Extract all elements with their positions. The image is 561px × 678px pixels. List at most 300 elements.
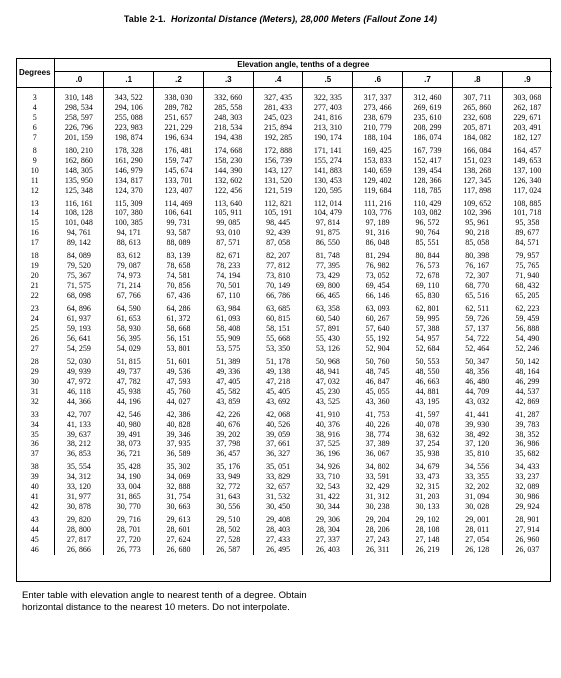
- degree-cell: 6: [16, 123, 54, 133]
- distance-cell: 285, 558: [203, 103, 253, 113]
- distance-cell: 46, 118: [54, 387, 104, 397]
- distance-cell: 43, 859: [203, 397, 253, 407]
- distance-cell: 38, 352: [515, 429, 540, 439]
- distance-cell: 58, 408: [203, 324, 253, 334]
- degree-cell: 9: [16, 156, 54, 166]
- distance-cell: 74, 973: [104, 271, 154, 281]
- distance-cell: 44, 881: [403, 387, 453, 397]
- distance-cell: 67, 766: [104, 291, 154, 301]
- distance-cell: 31, 312: [353, 492, 403, 502]
- table-row: [16, 166, 552, 176]
- distance-cell: 307, 711: [452, 93, 502, 103]
- degree-cell: 19: [16, 261, 54, 271]
- distance-cell: 27, 528: [203, 535, 253, 545]
- distance-cell: 26, 495: [253, 545, 303, 555]
- distance-cell: 108, 128: [54, 208, 104, 218]
- distance-cell: 155, 274: [303, 156, 353, 166]
- distance-cell: 109, 652: [452, 196, 502, 209]
- distance-cell: 122, 456: [203, 186, 253, 196]
- distance-cell: 69, 454: [353, 281, 403, 291]
- degree-cell: 10: [16, 166, 54, 176]
- table-row: [16, 430, 552, 440]
- distance-cell: 226, 796: [54, 123, 104, 133]
- distance-cell: 58, 668: [154, 324, 204, 334]
- degree-cell: 42: [16, 502, 54, 512]
- distance-cell: 255, 088: [104, 113, 154, 123]
- distance-cell: 42, 869: [515, 396, 540, 406]
- degree-cell: 28: [16, 354, 54, 367]
- distance-cell: 85, 551: [403, 238, 453, 248]
- distance-cell: 120, 595: [303, 186, 353, 196]
- distance-cell: 137, 100: [513, 165, 542, 175]
- distance-cell: 34, 190: [104, 472, 154, 482]
- distance-cell: 27, 914: [515, 525, 540, 535]
- distance-cell: 26, 311: [353, 545, 403, 555]
- distance-cell: 66, 146: [353, 291, 403, 301]
- distance-cell: 46, 663: [403, 377, 453, 387]
- distance-cell: 29, 510: [203, 512, 253, 525]
- distance-cell: 30, 986: [515, 492, 540, 502]
- distance-cell: 30, 556: [203, 502, 253, 512]
- distance-cell: 55, 192: [353, 334, 403, 344]
- degree-cell: 12: [16, 186, 54, 196]
- table-row: [16, 324, 552, 334]
- distance-cell: 29, 716: [104, 512, 154, 525]
- distance-cell: 94, 761: [54, 228, 104, 238]
- distance-cell: 167, 739: [403, 143, 453, 156]
- distance-cell: 29, 306: [303, 512, 353, 525]
- degree-cell: 35: [16, 430, 54, 440]
- table-row: [16, 407, 552, 420]
- distance-cell: 62, 223: [515, 304, 540, 314]
- distance-cell: 241, 816: [303, 113, 353, 123]
- distance-cell: 45, 582: [203, 387, 253, 397]
- distance-cell: 46, 847: [353, 377, 403, 387]
- degrees-header: Degrees: [16, 58, 54, 88]
- distance-cell: 70, 856: [154, 281, 204, 291]
- table-row: [16, 218, 552, 228]
- instruction-note: Enter table with elevation angle to nearest tenth of a degree. Obtain horizontal distance to the nearest 10 meters. Do not interpolate.: [22, 590, 307, 613]
- distance-cell: 86, 048: [353, 238, 403, 248]
- distance-cell: 73, 052: [353, 271, 403, 281]
- distance-cell: 74, 581: [154, 271, 204, 281]
- degree-cell: 18: [16, 248, 54, 261]
- distance-cell: 205, 871: [452, 123, 502, 133]
- distance-cell: 198, 874: [104, 133, 154, 143]
- distance-cell: 36, 721: [104, 449, 154, 459]
- distance-cell: 68, 098: [54, 291, 104, 301]
- distance-cell: 72, 678: [403, 271, 453, 281]
- distance-cell: 29, 001: [452, 512, 502, 525]
- distance-cell: 27, 337: [303, 535, 353, 545]
- distance-cell: 44, 366: [54, 397, 104, 407]
- distance-cell: 104, 479: [303, 208, 353, 218]
- distance-cell: 50, 968: [303, 354, 353, 367]
- distance-cell: 70, 501: [203, 281, 253, 291]
- distance-cell: 52, 684: [403, 344, 453, 354]
- table-row: [16, 176, 552, 186]
- distance-cell: 95, 961: [452, 218, 502, 228]
- distance-cell: 77, 395: [303, 261, 353, 271]
- degree-cell: 20: [16, 271, 54, 281]
- distance-cell: 31, 094: [452, 492, 502, 502]
- degree-cell: 34: [16, 420, 54, 430]
- distance-cell: 45, 055: [353, 387, 403, 397]
- distance-cell: 158, 230: [203, 156, 253, 166]
- degree-cell: 32: [16, 397, 54, 407]
- distance-cell: 322, 335: [303, 93, 353, 103]
- table-row: [16, 367, 552, 377]
- distance-cell: 37, 525: [303, 439, 353, 449]
- distance-cell: 61, 937: [54, 314, 104, 324]
- distance-cell: 28, 206: [353, 525, 403, 535]
- distance-cell: 58, 151: [253, 324, 303, 334]
- distance-cell: 130, 453: [303, 176, 353, 186]
- distance-cell: 33, 591: [353, 472, 403, 482]
- distance-cell: 71, 214: [104, 281, 154, 291]
- distance-cell: 48, 356: [452, 367, 502, 377]
- distance-cell: 106, 641: [154, 208, 204, 218]
- distance-cell: 67, 436: [154, 291, 204, 301]
- distance-cell: 30, 238: [353, 502, 403, 512]
- distance-cell: 55, 668: [253, 334, 303, 344]
- distance-cell: 32, 543: [303, 482, 353, 492]
- tenth-header: .3: [203, 72, 253, 88]
- distance-cell: 32, 202: [452, 482, 502, 492]
- distance-cell: 33, 237: [515, 472, 540, 482]
- distance-cell: 59, 995: [403, 314, 453, 324]
- distance-cell: 26, 960: [515, 535, 540, 545]
- distance-cell: 188, 104: [353, 133, 403, 143]
- distance-cell: 57, 137: [452, 324, 502, 334]
- distance-cell: 27, 054: [452, 535, 502, 545]
- distance-cell: 289, 782: [154, 103, 204, 113]
- degree-cell: 46: [16, 545, 54, 555]
- distance-cell: 139, 454: [403, 166, 453, 176]
- distance-cell: 133, 701: [154, 176, 204, 186]
- distance-cell: 79, 087: [104, 261, 154, 271]
- distance-cell: 215, 894: [253, 123, 303, 133]
- distance-cell: 29, 820: [54, 512, 104, 525]
- degree-cell: 33: [16, 407, 54, 420]
- tenth-header: .5: [303, 72, 353, 88]
- distance-cell: 35, 938: [403, 449, 453, 459]
- distance-cell: 28, 403: [253, 525, 303, 535]
- table-row: [16, 271, 552, 281]
- distance-cell: 186, 074: [403, 133, 453, 143]
- distance-cell: 190, 174: [303, 133, 353, 143]
- distance-cell: 338, 030: [154, 93, 204, 103]
- distance-cell: 105, 191: [253, 208, 303, 218]
- distance-cell: 41, 287: [515, 409, 540, 419]
- distance-cell: 31, 865: [104, 492, 154, 502]
- distance-cell: 196, 634: [154, 133, 204, 143]
- distance-cell: 39, 930: [452, 420, 502, 430]
- table-row: [16, 377, 552, 387]
- degree-cell: 36: [16, 439, 54, 449]
- table-row: [16, 449, 552, 459]
- distance-cell: 213, 310: [303, 123, 353, 133]
- degree-cell: 5: [16, 113, 54, 123]
- distance-cell: 57, 388: [403, 324, 453, 334]
- distance-cell: 59, 459: [515, 314, 540, 324]
- distance-cell: 56, 641: [54, 334, 104, 344]
- distance-cell: 30, 770: [104, 502, 154, 512]
- distance-cell: 26, 128: [452, 545, 502, 555]
- distance-cell: 48, 941: [303, 367, 353, 377]
- distance-cell: 162, 860: [54, 156, 104, 166]
- degree-cell: 30: [16, 377, 54, 387]
- distance-cell: 66, 786: [253, 291, 303, 301]
- distance-cell: 47, 032: [303, 377, 353, 387]
- tenth-header: .0: [54, 72, 104, 88]
- distance-cell: 210, 779: [353, 123, 403, 133]
- distance-cell: 54, 490: [515, 333, 540, 343]
- distance-cell: 63, 984: [203, 301, 253, 314]
- distance-cell: 35, 051: [253, 459, 303, 472]
- distance-cell: 144, 390: [203, 166, 253, 176]
- distance-cell: 67, 110: [203, 291, 253, 301]
- table-row: [16, 482, 552, 492]
- distance-cell: 93, 587: [154, 228, 204, 238]
- table-row: [16, 334, 552, 344]
- distance-cell: 50, 347: [452, 354, 502, 367]
- distance-cell: 59, 193: [54, 324, 104, 334]
- distance-cell: 39, 202: [203, 430, 253, 440]
- distance-cell: 61, 653: [104, 314, 154, 324]
- distance-cell: 71, 940: [515, 271, 540, 281]
- tenth-header: .6: [353, 72, 403, 88]
- degree-cell: 17: [16, 238, 54, 248]
- distance-cell: 64, 286: [154, 301, 204, 314]
- distance-cell: 53, 575: [203, 344, 253, 354]
- distance-cell: 114, 469: [154, 196, 204, 209]
- distance-cell: 27, 624: [154, 535, 204, 545]
- distance-cell: 43, 195: [403, 397, 453, 407]
- distance-cell: 303, 068: [513, 93, 542, 102]
- degree-cell: 45: [16, 535, 54, 545]
- distance-cell: 149, 653: [513, 155, 542, 165]
- distance-cell: 84, 571: [515, 238, 540, 248]
- degree-cell: 16: [16, 228, 54, 238]
- table-title-label: Table 2-1.: [123, 14, 166, 24]
- distance-cell: 232, 608: [452, 113, 502, 123]
- distance-cell: 118, 785: [403, 186, 453, 196]
- distance-cell: 69, 110: [403, 281, 453, 291]
- elevation-header: Elevation angle, tenths of a degree: [54, 58, 552, 72]
- distance-cell: 248, 303: [203, 113, 253, 123]
- distance-cell: 28, 011: [452, 525, 502, 535]
- distance-cell: 35, 176: [203, 459, 253, 472]
- distance-cell: 36, 067: [353, 449, 403, 459]
- distance-cell: 41, 597: [403, 407, 453, 420]
- distance-cell: 48, 164: [515, 366, 540, 376]
- distance-cell: 35, 682: [515, 449, 540, 459]
- degree-cell: 31: [16, 387, 54, 397]
- distance-cell: 35, 810: [452, 449, 502, 459]
- distance-cell: 36, 589: [154, 449, 204, 459]
- distance-cell: 33, 120: [54, 482, 104, 492]
- distance-cell: 31, 422: [303, 492, 353, 502]
- distance-cell: 70, 149: [253, 281, 303, 291]
- distance-cell: 115, 309: [104, 196, 154, 209]
- degree-cell: 3: [16, 93, 54, 103]
- distance-cell: 76, 982: [353, 261, 403, 271]
- distance-cell: 81, 748: [303, 248, 353, 261]
- distance-cell: 176, 481: [154, 143, 204, 156]
- distance-cell: 29, 924: [515, 502, 540, 512]
- distance-cell: 172, 888: [253, 143, 303, 156]
- distance-cell: 28, 901: [515, 515, 540, 525]
- distance-cell: 31, 532: [253, 492, 303, 502]
- distance-cell: 40, 980: [104, 420, 154, 430]
- degree-cell: 27: [16, 344, 54, 354]
- distance-cell: 123, 407: [154, 186, 204, 196]
- distance-cell: 31, 203: [403, 492, 453, 502]
- distance-cell: 72, 307: [452, 271, 502, 281]
- distance-cell: 82, 671: [203, 248, 253, 261]
- distance-cell: 37, 935: [154, 439, 204, 449]
- distance-cell: 54, 259: [54, 344, 104, 354]
- distance-cell: 36, 327: [253, 449, 303, 459]
- distance-cell: 145, 674: [154, 166, 204, 176]
- distance-cell: 34, 556: [452, 459, 502, 472]
- table-row: [16, 186, 552, 196]
- distance-cell: 41, 753: [353, 407, 403, 420]
- distance-cell: 38, 212: [54, 439, 104, 449]
- distance-cell: 29, 613: [154, 512, 204, 525]
- degree-cell: 8: [16, 143, 54, 156]
- distance-cell: 44, 196: [104, 397, 154, 407]
- table-row: [16, 281, 552, 291]
- distance-cell: 64, 896: [54, 301, 104, 314]
- distance-cell: 116, 161: [54, 196, 104, 209]
- distance-cell: 28, 304: [303, 525, 353, 535]
- degree-cell: 37: [16, 449, 54, 459]
- distance-cell: 82, 207: [253, 248, 303, 261]
- distance-cell: 78, 658: [154, 261, 204, 271]
- distance-cell: 68, 770: [452, 281, 502, 291]
- distance-cell: 56, 395: [104, 334, 154, 344]
- distance-cell: 50, 760: [353, 354, 403, 367]
- distance-cell: 34, 312: [54, 472, 104, 482]
- distance-cell: 52, 246: [515, 343, 540, 353]
- distance-cell: 235, 610: [403, 113, 453, 123]
- distance-cell: 32, 657: [253, 482, 303, 492]
- distance-cell: 184, 082: [452, 133, 502, 143]
- distance-cell: 294, 106: [104, 103, 154, 113]
- distance-cell: 28, 502: [203, 525, 253, 535]
- table-row: [16, 535, 552, 545]
- distance-cell: 45, 760: [154, 387, 204, 397]
- distance-cell: 146, 979: [104, 166, 154, 176]
- distance-cell: 87, 571: [203, 238, 253, 248]
- distance-cell: 127, 345: [452, 176, 502, 186]
- distance-cell: 42, 226: [203, 407, 253, 420]
- table-row: [16, 472, 552, 482]
- table-row: [16, 301, 552, 314]
- distance-cell: 218, 534: [203, 123, 253, 133]
- distance-cell: 44, 027: [154, 397, 204, 407]
- distance-cell: 134, 817: [104, 176, 154, 186]
- distance-cell: 27, 243: [353, 535, 403, 545]
- distance-cell: 97, 189: [353, 218, 403, 228]
- distance-cell: 26, 773: [104, 545, 154, 555]
- distance-cell: 45, 230: [303, 387, 353, 397]
- distance-cell: 126, 340: [513, 175, 542, 185]
- distance-cell: 68, 432: [515, 281, 540, 291]
- degree-cell: 11: [16, 176, 54, 186]
- distance-cell: 39, 346: [154, 430, 204, 440]
- distance-cell: 117, 898: [452, 186, 502, 196]
- distance-cell: 103, 776: [353, 208, 403, 218]
- distance-cell: 42, 386: [154, 407, 204, 420]
- distance-cell: 28, 701: [104, 525, 154, 535]
- distance-cell: 93, 010: [203, 228, 253, 238]
- distance-cell: 159, 747: [154, 156, 204, 166]
- distance-cell: 26, 219: [403, 545, 453, 555]
- table-body: [16, 88, 552, 555]
- distance-cell: 35, 554: [54, 459, 104, 472]
- distance-cell: 47, 782: [104, 377, 154, 387]
- distance-cell: 129, 402: [353, 176, 403, 186]
- distance-cell: 29, 102: [403, 512, 453, 525]
- distance-cell: 60, 540: [303, 314, 353, 324]
- distance-cell: 90, 764: [403, 228, 453, 238]
- distance-cell: 229, 671: [513, 112, 542, 122]
- distance-cell: 52, 904: [353, 344, 403, 354]
- distance-cell: 61, 093: [203, 314, 253, 324]
- distance-cell: 61, 372: [154, 314, 204, 324]
- distance-cell: 161, 290: [104, 156, 154, 166]
- distance-cell: 105, 911: [203, 208, 253, 218]
- distance-cell: 49, 737: [104, 367, 154, 377]
- distance-cell: 33, 829: [253, 472, 303, 482]
- distance-cell: 30, 663: [154, 502, 204, 512]
- distance-cell: 194, 438: [203, 133, 253, 143]
- distance-cell: 47, 972: [54, 377, 104, 387]
- distance-cell: 180, 210: [54, 143, 104, 156]
- table-row: [16, 123, 552, 133]
- distance-cell: 65, 205: [515, 291, 540, 301]
- distance-cell: 53, 350: [253, 344, 303, 354]
- table-row: [16, 314, 552, 324]
- distance-cell: 265, 860: [452, 103, 502, 113]
- table-row: [16, 459, 552, 472]
- distance-cell: 192, 285: [253, 133, 303, 143]
- table-title-caption: Horizontal Distance (Meters), 28,000 Meters (Fallout Zone 14): [170, 14, 438, 24]
- distance-cell: 132, 602: [203, 176, 253, 186]
- distance-cell: 29, 204: [353, 512, 403, 525]
- table-row: [16, 103, 552, 113]
- distance-cell: 38, 492: [452, 430, 502, 440]
- distance-cell: 182, 127: [513, 132, 542, 142]
- distance-cell: 51, 389: [203, 354, 253, 367]
- distance-cell: 60, 267: [353, 314, 403, 324]
- distance-cell: 148, 305: [54, 166, 104, 176]
- distance-cell: 33, 710: [303, 472, 353, 482]
- distance-cell: 298, 534: [54, 103, 104, 113]
- distance-cell: 56, 151: [154, 334, 204, 344]
- distance-cell: 36, 196: [303, 449, 353, 459]
- distance-cell: 28, 108: [403, 525, 453, 535]
- distance-cell: 79, 520: [54, 261, 104, 271]
- distance-cell: 40, 226: [353, 420, 403, 430]
- table-row: [16, 354, 552, 367]
- distance-cell: 140, 659: [353, 166, 403, 176]
- distance-cell: 121, 519: [253, 186, 303, 196]
- distance-cell: 40, 676: [203, 420, 253, 430]
